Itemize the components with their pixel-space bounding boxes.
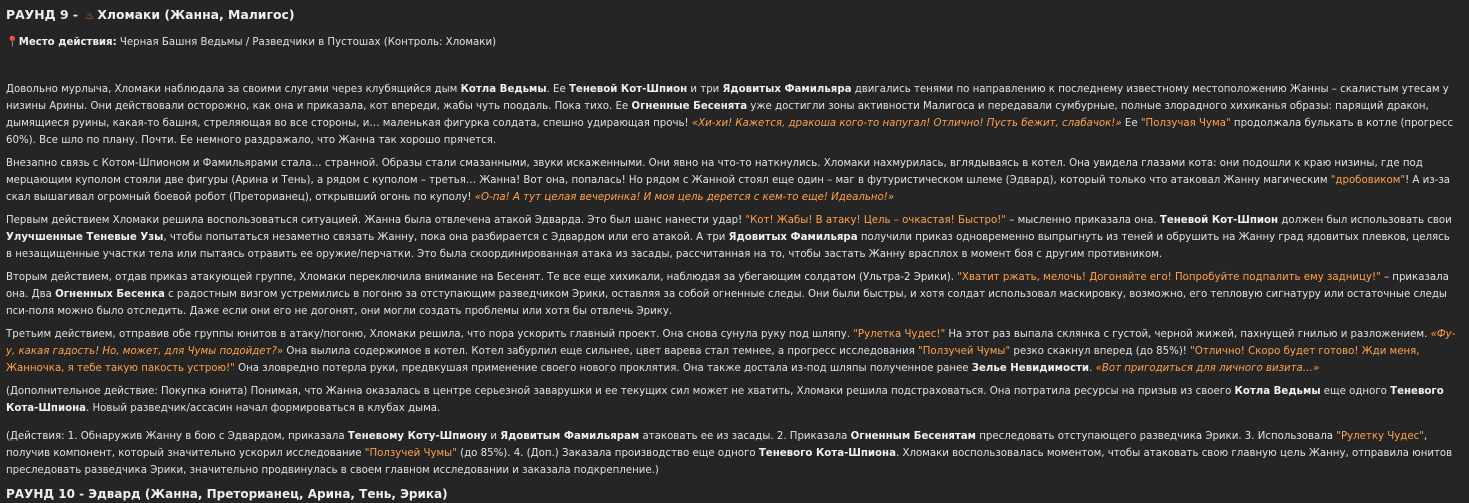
text-segment: и три [687,84,723,95]
text-segment: На этот раз выпала склянка с густой, черной жижей, пахнущей гнилью и разложением. [945,329,1431,340]
next-round-heading-cut: РАУНД 10 - Эдвард (Жанна, Преторианец, Арина, Тень, Эрика) [6,487,448,501]
round-heading [6,6,1457,25]
round-title: Хломаки (Жанна, Малигос) [97,7,295,22]
round-prefix: РАУНД 9 - [6,7,83,22]
text-segment: Теневой Кот-Шпион [1159,215,1279,226]
text-segment: (Дополнительное действие: Покупка юнита) Понимая, что Жанна оказалась в центре серьезной заварушки и ее текущих сил может не хватить, Хломаки решила подстраховаться. Она потратила ресурсы на призыв из своего [6,386,1235,397]
text-segment: и [487,431,501,442]
text-segment: "Ползучая Чума" [1140,118,1231,129]
text-segment: Третьим действием, отправив обе группы юнитов в атаку/погоню, Хломаки решила, что пора ускорить главный проект. Она снова сунула руку под шляпу. [6,329,854,340]
text-segment: «О-па! А тут целая вечеринка! И моя цель дерется с кем-то еще! Идеально!» [474,192,895,203]
text-segment: еще одного [1320,386,1391,397]
text-segment: Зелье Невидимости [971,363,1090,374]
paragraph-actions-summary [6,428,1457,479]
location-line [6,34,1457,51]
text-segment: получили приказ одновременно выпрыгнуть из теней и обрушить на Жанну град ядовитых плевков, целясь в незащищенные участки тела или пытаясь отравить ее оружие/перчатки. Это была скоординированная атака из засады, рассчитанная на то, чтобы застать Жанну врасплох в момент боя с другим противником. [6,232,1450,260]
text-segment: Довольно мурлыча, Хломаки наблюдала за своими слугами через клубящийся дым [6,84,461,95]
text-segment: Огненные Бесенята [631,101,748,112]
text-segment: , получив компонент, который значительно ускорил исследование [6,431,1428,459]
text-segment: Улучшенные Теневые Узы [6,232,164,243]
text-segment: (до 85%). 4. (Доп.) Заказала производство еще одного [456,448,759,459]
paragraph-2 [6,155,1457,206]
text-segment: "Рулетку Чудес" [1336,431,1424,442]
text-segment: Она зловредно потерла руки, предвкушая применение своего нового проклятия. Она также достала из-под шляпы полученное ранее [234,363,972,374]
text-segment: Огненным Бесенятам [850,431,977,442]
text-segment: – приказала она. Два [6,272,1449,300]
paragraph-1 [6,81,1457,149]
text-segment: , чтобы попытаться незаметно связать Жанну, пока она разбирается с Эдвардом или его атакой. А три [163,232,729,243]
text-segment: Внезапно связь с Котом-Шпионом и Фамильярами стала… странной. Образы стали смазанными, звуки искаженными. Они явно на что-то наткнулись. Хломаки нахмурилась, вглядываясь в котел. Она увидела глазами кота: они подошли к краю низины, где под мерцающим куполом стояли две фигуры (Арина и Тень), а рядом с куполом – третья… Жанна! Вот она, попалась! Но рядом с Жанной стоял еще один – маг в футуристическом шлеме (Эдвард), который только что атаковал Жанну магическим [6,158,1423,186]
text-segment: Теневому Коту-Шпиону [347,431,488,442]
text-segment: должен был использовать свои [1278,215,1452,226]
text-segment: Теневого Кота-Шпиона [6,386,1444,414]
text-segment: «Хи-хи! Кажется, дракоша кого-то напугал! Отлично! Пусть бежит, слабачок!» [691,118,1122,129]
text-segment: резко скакнул вперед (до 85%)! [1010,346,1191,357]
text-segment: ! А из-за скал вышагивал огромный боевой робот (Преторианец), открывший огонь по куполу! [6,175,1450,203]
pin-icon: 📍 [6,37,19,48]
text-segment: "Хватит ржать, мелочь! Догоняйте его! Попробуйте подпалить ему задницу!" [957,272,1381,283]
text-segment: с радостным визгом устремились в погоню за отступающим разведчиком Эрики, оставляя за собой огненные следы. Они были быстры, и хотя солдат использовал маскировку, возможно, его тепловую сигнатуру или остаточные следы пси-поля можно было отследить. Даже если они его не догонят, они могли создать проблемы или хотя бы отвлечь Эрику. [6,289,1447,317]
text-segment: двигались тенями по направлению к последнему известному местоположению Жанны – скалистым утесам у низины Арины. Они действовали осторожно, как она и приказала, кот впереди, жабы чуть поодаль. Пока тихо. Ее [6,84,1449,112]
text-segment: Огненных Бесенка [55,289,165,300]
text-segment: . Ее [546,84,569,95]
text-segment: атаковать ее из засады. 2. Приказала [639,431,851,442]
text-segment: . Новый разведчик/ассасин начал формироваться в клубах дыма. [86,403,441,414]
text-segment: Ядовитых Фамильяра [728,232,858,243]
text-segment: Ядовитых Фамильяра [722,84,852,95]
paragraph-4 [6,269,1457,320]
paragraph-3 [6,212,1457,263]
text-segment: Вторым действием, отдав приказ атакующей группе, Хломаки переключила внимание на Бесенят. Те все еще хихикали, наблюдая за убегающим солдатом (Ультра-2 Эрики). [6,272,958,283]
location-value: Черная Башня Ведьмы / Разведчики в Пустошах (Контроль: Хломаки) [119,37,497,48]
paragraph-5 [6,326,1457,377]
text-segment: (Действия: 1. Обнаружив Жанну в бою с Эдвардом, приказала [6,431,348,442]
text-segment: Ее [1121,118,1141,129]
text-segment: преследовать отступающего разведчика Эрики. 3. Использовала [976,431,1337,442]
text-segment: Ядовитым Фамильярам [500,431,640,442]
text-segment: "Рулетка Чудес!" [853,329,946,340]
text-segment: «Фу-у, какая гадость! Но, может, для Чумы подойдет?» [6,329,1456,357]
text-segment: уже достигли зоны активности Малигоса и передавали сумбурные, полные злорадного хихиканья образы: парящий дракон, дымящиеся руины, какая-то башня, стреляющая во все стороны, и… маленькая фигурка солдата, спешно удирающая прочь! [6,101,1429,129]
text-segment: Она вылила содержимое в котел. Котел забурлил еще сильнее, цвет варева стал темнее, а прогресс исследования [283,346,919,357]
text-segment: "Ползучей Чумы" [364,448,457,459]
text-segment: "дробовиком" [1330,175,1406,186]
text-segment: Котла Ведьмы [460,84,547,95]
text-segment: . [1089,363,1096,374]
text-segment: Теневого Кота-Шпиона [758,448,896,459]
text-segment: Первым действием Хломаки решила воспользоваться ситуацией. Жанна была отвлечена атакой Эдварда. Это был шанс нанести удар! [6,215,746,226]
text-segment: "Ползучей Чумы" [918,346,1011,357]
location-label: Место действия: [18,37,117,48]
text-segment: "Отлично! Скоро будет готово! Жди меня, Жанночка, я тебе такую пакость устрою!" [6,346,1420,374]
text-segment: "Кот! Жабы! В атаку! Цель – очкастая! Быстро!" [745,215,1006,226]
text-segment: Теневой Кот-Шпион [568,84,688,95]
text-segment: Котла Ведьмы [1234,386,1321,397]
paragraph-6 [6,383,1457,417]
text-segment: «Вот пригодиться для личного визита…» [1095,363,1320,374]
text-segment: – мысленно приказала она. [1006,215,1160,226]
text-segment: продолжала булькать в котле (прогресс 60%). Все шло по плану. Почти. Ее немного раздражало, что Жанна так хорошо прячется. [6,118,1454,146]
fire-icon: ♨ [85,11,95,22]
text-segment: . Хломаки воспользовалась моментом, чтобы атаковать свою главную цель Жанну, отправила юнитов преследовать разведчика Эрики, значительно продвинулась в своем главном исследовании и заказала подкрепление.) [6,448,1453,476]
